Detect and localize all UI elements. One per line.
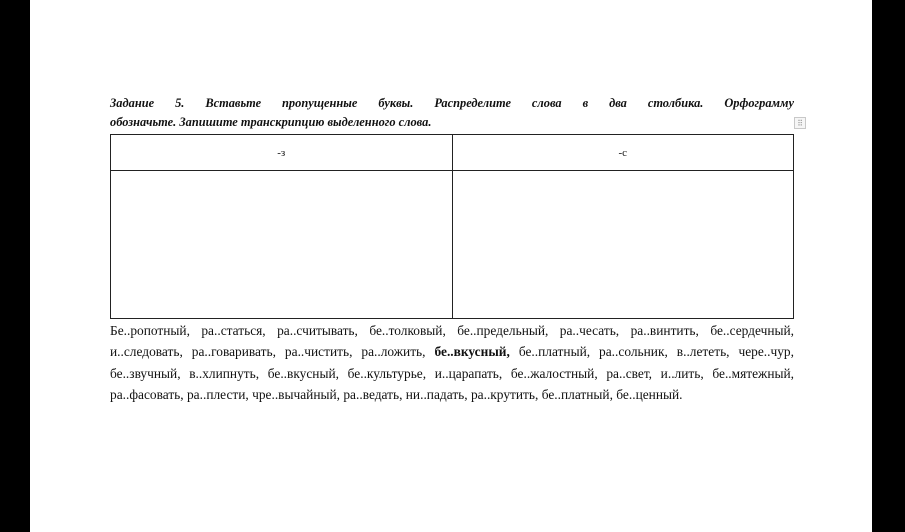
column-header-s: -с <box>452 135 794 171</box>
column-cell-s[interactable] <box>452 171 794 319</box>
task-line-1: Задание 5. Вставьте пропущенные буквы. Распределите слова в два столбика. Орфограмму <box>110 96 794 110</box>
answer-table <box>110 134 794 319</box>
task-instruction <box>110 94 794 132</box>
document-page <box>30 0 872 532</box>
table-header-row <box>111 135 794 171</box>
word-list-part-2: бе..платный, ра..сольник, в..лететь, чере..чур, бе..звучный, в..хлипнуть, бе..вкусный, бе..культурье, и..царапать, бе..жалостный, ра..свет, и..лить, бе..мятежный, ра..фасовать, ра..плести, чре..вычайный, ра..ведать, ни..падать, ра..крутить, бе..платный, бе..ценный. <box>110 344 794 402</box>
column-cell-z[interactable] <box>111 171 453 319</box>
word-list <box>110 320 794 405</box>
column-header-z: -з <box>111 135 453 171</box>
table-move-handle-icon[interactable]: ⠿ <box>794 117 806 129</box>
word-list-part-1: Бе..ропотный, ра..статься, ра..считывать, бе..толковый, бе..предельный, ра..чесать, ра..винтить, бе..сердечный, и..следовать, ра..говаривать, ра..чистить, ра..ложить, <box>110 323 794 360</box>
highlighted-word: бе..вкусный, <box>434 344 510 360</box>
table-body-row <box>111 171 794 319</box>
task-line-2: обозначьте. Запишите транскрипцию выделенного слова. <box>110 115 432 129</box>
